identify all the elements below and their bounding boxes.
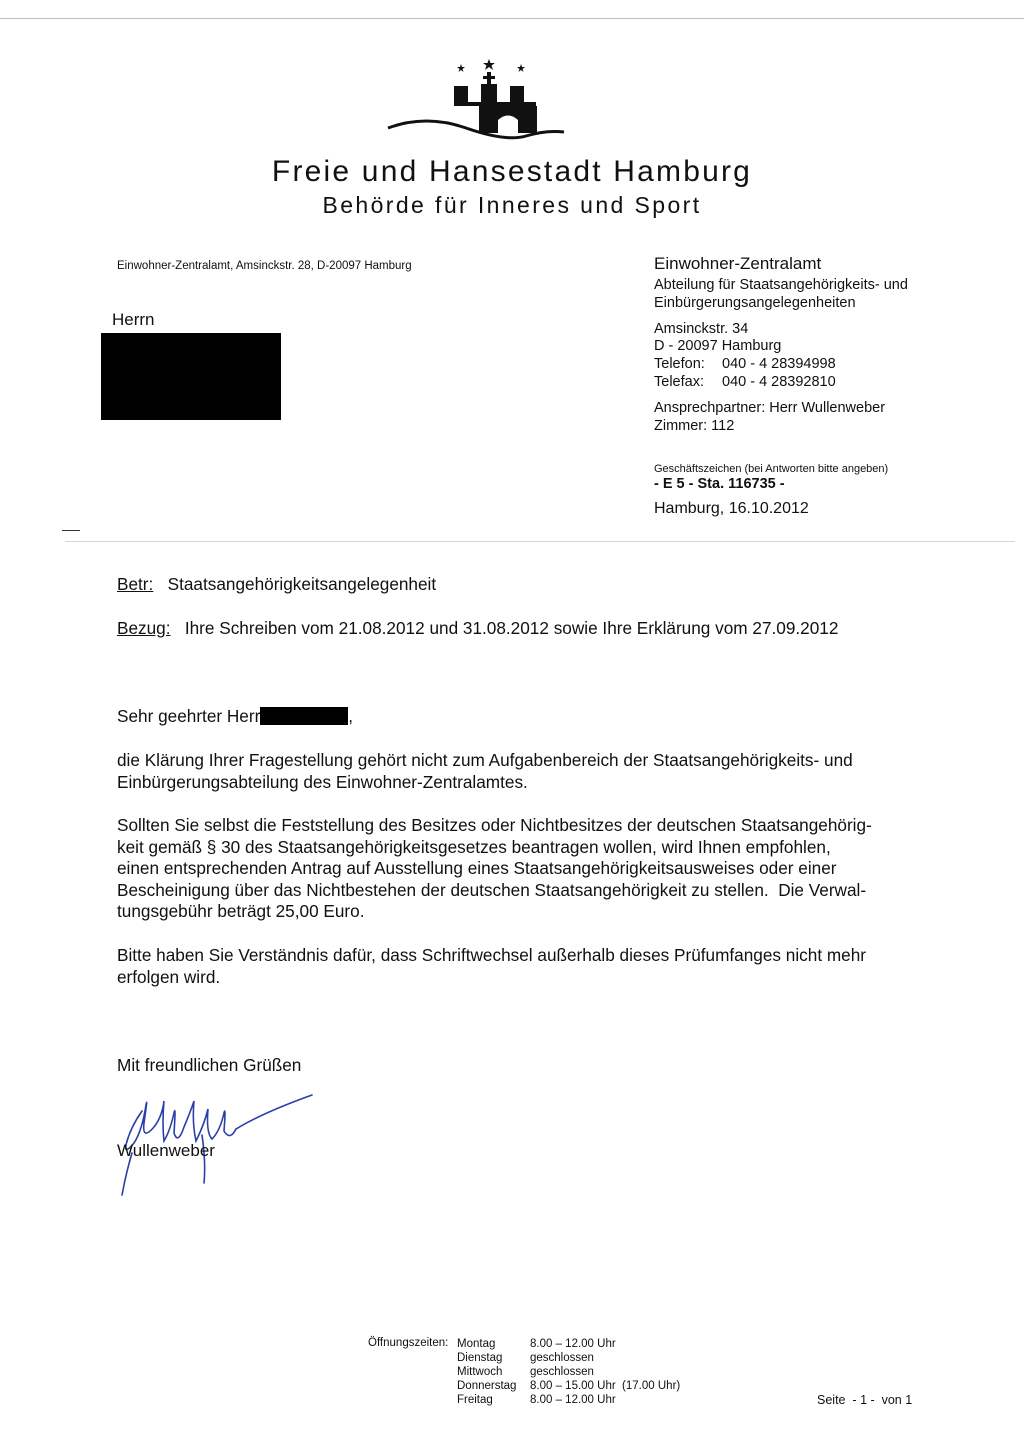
contact-person: Ansprechpartner: Herr Wullenweber <box>654 400 886 416</box>
fax-label: Telefax: <box>654 374 704 390</box>
hours-day: Freitag <box>457 1394 493 1406</box>
paragraph-line: einen entsprechenden Antrag auf Ausstellung eines Staatsangehörigkeitsausweises oder einer <box>117 858 837 878</box>
reference-hint: Geschäftszeichen (bei Antworten bitte angeben) <box>654 463 889 475</box>
department-line-1: Abteilung für Staatsangehörigkeits- und <box>654 277 908 293</box>
hours-time: geschlossen <box>530 1366 594 1378</box>
org-name: Freie und Hansestadt Hamburg <box>271 155 753 188</box>
fax-number: 040 - 4 28392810 <box>722 374 836 390</box>
office-city: D - 20097 Hamburg <box>654 338 782 354</box>
hours-row <box>457 1365 680 1379</box>
paragraph-line: erfolgen wird. <box>117 966 221 987</box>
room-number: Zimmer: 112 <box>654 418 735 434</box>
reference-text: Ihre Schreiben vom 21.08.2012 und 31.08.2012 sowie Ihre Erklärung vom 27.09.2012 <box>184 618 839 638</box>
redacted-recipient-address <box>101 333 281 420</box>
paragraph-line: keit gemäß § 30 des Staatsangehörigkeitsgesetzes beantragen wollen, wird Ihnen empfohlen, <box>117 836 831 857</box>
paragraph-line: die Klärung Ihrer Fragestellung gehört nicht zum Aufgabenbereich der Staatsangehörigkeits- und <box>117 750 853 770</box>
hours-day: Donnerstag <box>457 1380 517 1392</box>
paragraph-line: tungsgebühr beträgt 25,00 Euro. <box>117 901 365 921</box>
hours-row <box>457 1379 680 1393</box>
hours-day: Montag <box>457 1338 496 1350</box>
greeting-comma: , <box>348 706 354 726</box>
reference-line <box>117 618 957 640</box>
office-street: Amsinckstr. 34 <box>654 321 749 337</box>
page-number: Seite - 1 - von 1 <box>817 1393 913 1407</box>
greeting-text: Sehr geehrter Herr <box>117 706 261 726</box>
letter-date: Hamburg, 16.10.2012 <box>654 500 809 517</box>
paragraph-line: Bescheinigung über das Nichtbestehen der deutschen Staatsangehörigkeit zu stellen. Die Verwal- <box>117 879 867 900</box>
paragraph-2 <box>117 815 957 923</box>
paragraph-line: Bitte haben Sie Verständnis dafür, dass Schriftwechsel außerhalb dieses Prüfumfanges nicht mehr <box>117 945 867 965</box>
reference-number: - E 5 - Sta. 116735 - <box>654 476 785 492</box>
scan-edge-top <box>0 18 1024 19</box>
sender-return-address: Einwohner-Zentralamt, Amsinckstr. 28, D-20097 Hamburg <box>117 260 412 272</box>
greeting <box>117 706 957 728</box>
office-phone <box>654 355 836 373</box>
hours-time: 8.00 – 12.00 Uhr <box>530 1394 616 1406</box>
reference-label: Bezug: <box>117 618 171 638</box>
paragraph-3 <box>117 945 957 988</box>
scan-fold-line <box>65 541 1015 542</box>
recipient-salutation: Herrn <box>112 310 155 329</box>
opening-hours-label: Öffnungszeiten: <box>368 1337 449 1349</box>
hours-day: Mittwoch <box>457 1366 503 1378</box>
subject-label: Betr: <box>117 574 154 594</box>
phone-label: Telefon: <box>654 356 705 372</box>
hours-day: Dienstag <box>457 1352 503 1364</box>
paragraph-line: Einbürgerungsabteilung des Einwohner-Zentralamtes. <box>117 771 528 792</box>
closing-formula: Mit freundlichen Grüßen <box>117 1055 302 1075</box>
paragraph-line: Sollten Sie selbst die Feststellung des Besitzes oder Nichtbesitzes der deutschen Staatsangehörig- <box>117 815 872 835</box>
phone-number: 040 - 4 28394998 <box>722 356 836 372</box>
redacted-name <box>260 707 348 725</box>
fold-mark <box>62 530 80 531</box>
department-line-2: Einbürgerungsangelegenheiten <box>654 295 856 311</box>
hours-time: geschlossen <box>530 1352 594 1364</box>
subject-line <box>117 574 957 596</box>
office-name: Einwohner-Zentralamt <box>654 254 822 273</box>
hours-row <box>457 1337 680 1351</box>
hours-time: 8.00 – 15.00 Uhr (17.00 Uhr) <box>530 1380 681 1392</box>
signer-name: Wullenweber <box>117 1141 215 1160</box>
opening-hours-table <box>457 1337 680 1407</box>
hours-time: 8.00 – 12.00 Uhr <box>530 1338 616 1350</box>
subject-text: Staatsangehörigkeitsangelegenheit <box>167 574 437 594</box>
paragraph-1 <box>117 750 957 793</box>
office-fax <box>654 373 836 391</box>
authority-name: Behörde für Inneres und Sport <box>322 192 702 218</box>
hours-row <box>457 1393 680 1407</box>
hamburg-castle-seal-icon <box>386 56 566 146</box>
hours-row <box>457 1351 680 1365</box>
